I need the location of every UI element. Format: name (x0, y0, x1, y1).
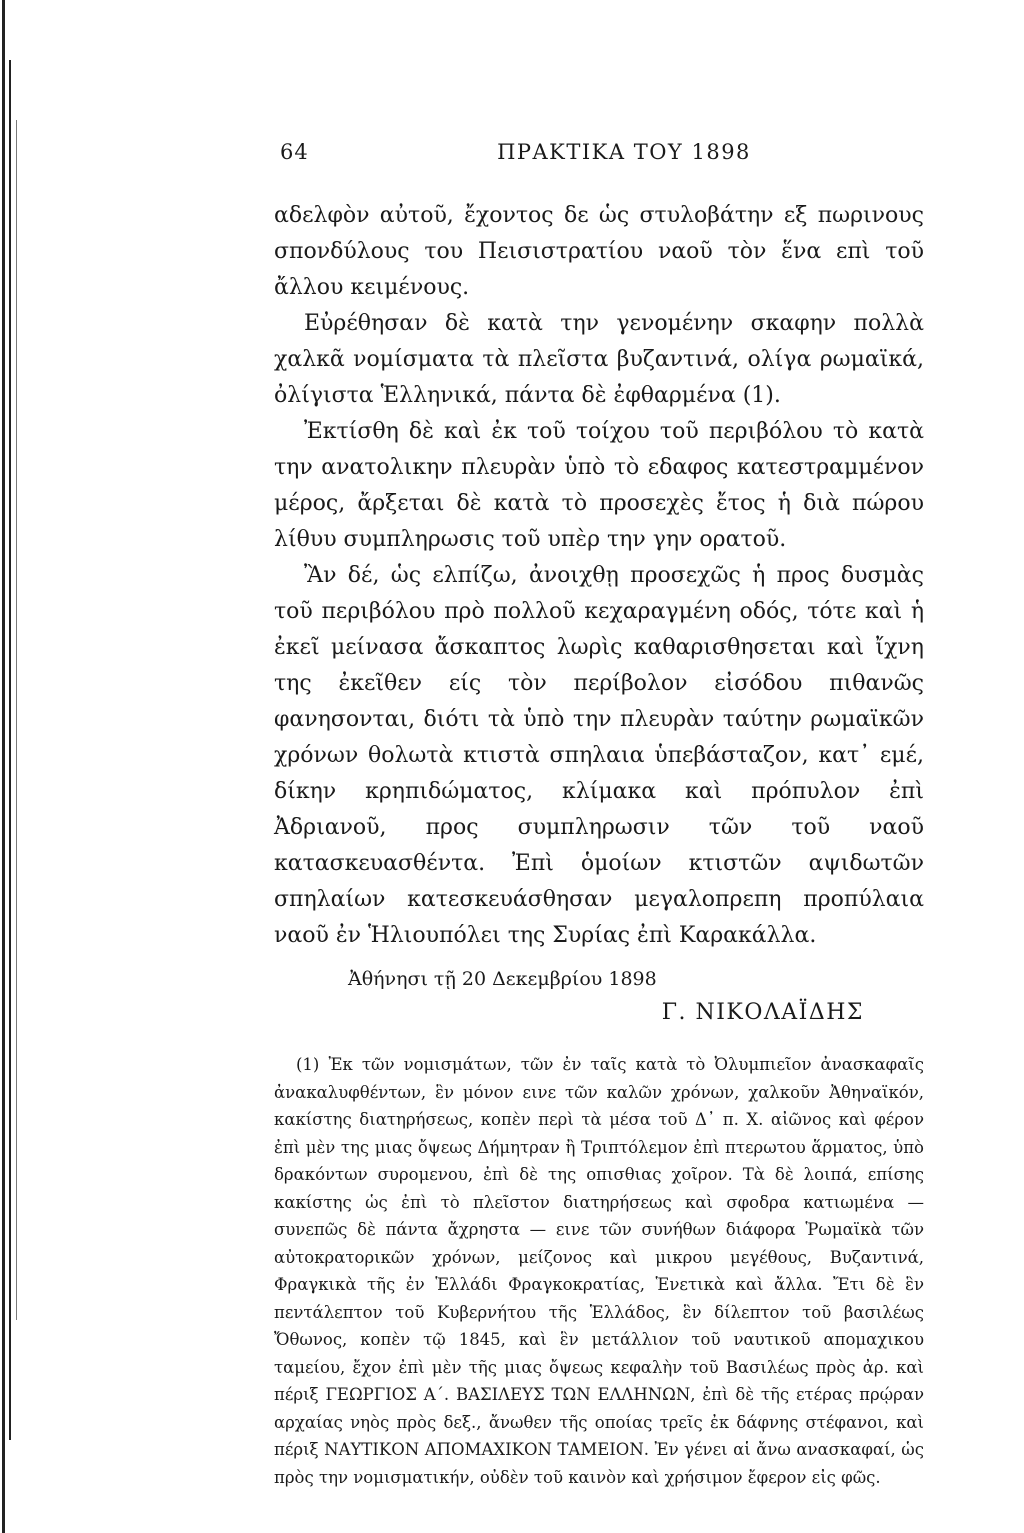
page-binding-edge (2, 0, 5, 1533)
paragraph: Ἂν δέ, ὡς ελπίζω, ἀνοιχθῃ προσεχῶς ἡ προς δυσμὰς τοῦ περιβόλου πρὸ πολλοῦ κεχαραγμένη οδός, τότε καὶ ἡ ἐκεῖ μείνασα ἄσκαπτος λωρὶς καθαρισθησεται καὶ ἴχνη της ἐκεῖθεν είς τὸν περίβολον εἰσόδου πιθανῶς φανησονται, διότι τὰ ὑπὸ την πλευρὰν ταύτην ρωμαϊκῶν χρόνων θολωτὰ κτιστὰ σπηλαια ὑπεβάσταζον, κατ᾽ εμέ, δίκην κρηπιδώματος, κλίμακα καὶ πρόπυλον ἐπὶ Ἀδριανοῦ, προς συμπληρωσιν τῶν τοῦ ναοῦ κατασκευασθέντα. Ἐπὶ ὁμοίων κτιστῶν αψιδωτῶν σπηλαίων κατεσκευάσθησαν μεγαλοπρεπη προπύλαια ναοῦ ἐν Ἡλιουπόλει της Συρίας ἐπὶ Καρακάλλα. (274, 563, 924, 948)
body-text (274, 198, 924, 954)
page-binding-edge (16, 120, 17, 1320)
paragraph: Ἐκτίσθη δὲ καὶ ἐκ τοῦ τοίχου τοῦ περιβόλου τὸ κατὰ την ανατολικην πλευρὰν ὑπὸ τὸ εδαφος κατεστραμμένον μέρος, ἄρξεται δὲ κατὰ τὸ προσεχὲς ἔτος ἡ διὰ πώρου λίθυυ συμπληρωσις τοῦ υπὲρ την γην ορατοῦ. (274, 419, 924, 552)
paragraph: αδελφὸν αὐτοῦ, ἔχοντος δε ὡς στυλοβάτην εξ πωρινους σπονδύλους του Πεισιστρατίου ναοῦ τὸν ἕνα επὶ τοῦ ἄλλου κειμένους. (274, 203, 924, 300)
page-binding-edge (9, 60, 11, 1440)
paragraph: Εὐρέθησαν δὲ κατὰ την γενομένην σκαφην πολλὰ χαλκᾶ νομίσματα τὰ πλεῖστα βυζαντινά, ολίγα ρωμαϊκά, ὀλίγιστα Ἑλληνικά, πάντα δὲ ἐφθαρμένα (1). (274, 311, 924, 408)
author-signature: Γ. ΝΙΚΟΛΑΪΔΗΣ (661, 1000, 864, 1025)
date-line: Ἀθήνησι τῇ 20 Δεκεμβρίου 1898 (348, 968, 657, 990)
document-page (274, 130, 924, 1491)
footnote: (1) Ἐκ τῶν νομισμάτων, τῶν ἐν ταῖς κατὰ τὸ Ὀλυμπιεῖον ἀνασκαφαῖς ἀνακαλυφθέντων, ἓν μόνον εινε τῶν καλῶν χρόνων, χαλκοῦν Ἀθηναϊκόν, κακίστης διατηρήσεως, κοπὲν περὶ τὰ μέσα τοῦ Δ᾽ π. Χ. αἰῶνος καὶ φέρον ἐπὶ μὲν της μιας ὄψεως Δήμητραν ἢ Τριπτόλεμον ἐπὶ πτερωτου ἅρματος, ὑπὸ δρακόντων συρομενου, ἐπὶ δὲ της οπισθιας χοῖρον. Τὰ δὲ λοιπά, επίσης κακίστης ὡς ἐπὶ τὸ πλεῖστον διατηρήσεως καὶ σφοδρα κατιωμένα — συνεπῶς δὲ πάντα ἄχρηστα — εινε τῶν συνήθων διάφορα Ῥωμαϊκὰ τῶν αὐτοκρατορικῶν χρόνων, μείζονος καὶ μικρου μεγέθους, Βυζαντινά, Φραγκικὰ τῆς ἐν Ἑλλάδι Φραγκοκρατίας, Ἑνετικὰ καὶ ἄλλα. Ἔτι δὲ ἓν πεντάλεπτον τοῦ Κυβερνήτου τῆς Ἑλλάδος, ἓν δίλεπτον τοῦ βασιλέως Ὄθωνος, κοπὲν τῷ 1845, καὶ ἓν μετάλλιον τοῦ ναυτικοῦ απομαχικου ταμείου, ἔχον ἐπὶ μὲν τῆς μιας ὄψεως κεφαλὴν τοῦ Βασιλέως πρὸς ἀρ. καὶ πέριξ ΓΕΩΡΓΙΟΣ Α΄. ΒΑΣΙΛΕΥΣ ΤΩΝ ΕΛΛΗΝΩΝ, ἐπὶ δὲ τῆς ετέρας πρῴραν αρχαίας νηὸς πρὸς δεξ., ἄνωθεν τῆς οποίας τρεῖς ἐκ δάφνης στέφανοι, καὶ πέριξ ΝΑΥΤΙΚΟΝ ΑΠΟΜΑΧΙΚΟΝ ΤΑΜΕΙΟΝ. Ἐν γένει αἱ ἄνω ανασκαφαί, ὡς πρὸς την νομισματικήν, οὐδὲν τοῦ καινὸν καὶ χρήσιμον ἔφερον εἰς φῶς. (274, 1055, 924, 1487)
page-number: 64 (280, 140, 309, 164)
page-header (274, 130, 924, 174)
running-head: ΠΡΑΚΤΙΚΑ ΤΟΥ 1898 (497, 140, 751, 164)
